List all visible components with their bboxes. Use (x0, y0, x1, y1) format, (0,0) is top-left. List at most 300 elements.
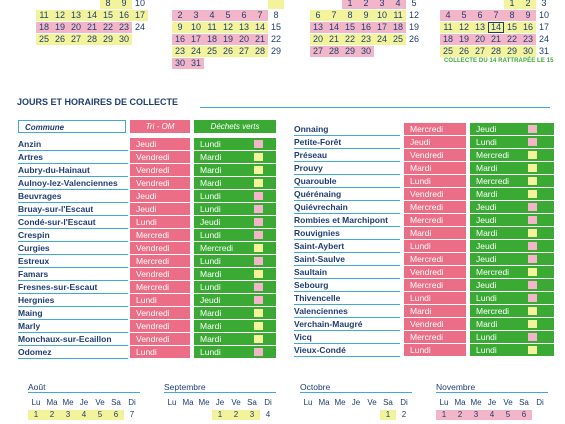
calendar-week (28, 410, 140, 420)
calendar-day: 15 (100, 10, 116, 21)
legend-square (528, 164, 537, 172)
commune-name: Rombies et Marchipont (294, 215, 388, 225)
commune-name: Saint-Saulve (294, 254, 346, 264)
dechets-verts-day: Jeudi (194, 216, 276, 228)
weekday-label: Sa (519, 398, 529, 407)
calendar-day: 15 (504, 22, 520, 33)
legend-square (528, 255, 537, 263)
table-row (294, 188, 554, 201)
table-row (294, 227, 554, 240)
calendar-day: 4 (484, 410, 500, 420)
legend-square (528, 216, 537, 224)
dechets-verts-day: Lundi (194, 203, 276, 215)
tri-om-day: Mardi (404, 162, 466, 174)
calendar-day: 24 (134, 22, 145, 32)
calendar-day: 27 (472, 46, 488, 57)
legend-square (254, 140, 263, 148)
tri-om-day: Mercredi (404, 123, 466, 135)
weekday-label: Me (62, 398, 74, 407)
calendar-day: 16 (116, 10, 132, 21)
weekday-label: Je (79, 398, 89, 407)
commune-name: Odomez (18, 347, 52, 357)
calendar-day: 12 (220, 22, 236, 33)
calendar-day: 18 (440, 34, 456, 45)
calendar-day: 29 (342, 46, 358, 57)
dechets-verts-day: Mardi (470, 162, 554, 174)
calendar-day: 7 (488, 10, 504, 21)
weekday-label: Sa (383, 398, 393, 407)
calendar-day: 27 (236, 46, 252, 57)
calendar-day: 17 (374, 22, 390, 33)
weekday-header (300, 398, 412, 407)
calendar-day: 21 (252, 34, 268, 45)
calendar-day: 10 (188, 22, 204, 33)
legend-square (528, 294, 537, 302)
month-label: Octobre (300, 382, 331, 392)
table-row (18, 333, 276, 346)
weekday-label: Je (351, 398, 361, 407)
calendar-day: 28 (252, 46, 268, 57)
commune-name: Vicq (294, 332, 312, 342)
header-commune: Commune (18, 120, 126, 133)
section-title: JOURS ET HORAIRES DE COLLECTE (17, 97, 179, 107)
calendar-day: 18 (390, 22, 406, 33)
weekday-label: Me (470, 398, 482, 407)
calendar-day: 30 (172, 58, 188, 69)
month-label: Août (28, 382, 46, 392)
legend-square (254, 335, 263, 343)
calendar-day: 11 (390, 10, 406, 21)
calendar-day (204, 0, 220, 9)
calendar-day: 4 (390, 0, 406, 9)
table-row (18, 307, 276, 320)
calendar-day: 12 (456, 22, 472, 33)
calendar-day (406, 46, 422, 57)
calendar-day: 1 (436, 410, 452, 420)
calendar-day (532, 410, 548, 420)
legend-square (528, 333, 537, 341)
calendar-day (188, 0, 204, 9)
dechets-verts-day: Mardi (470, 188, 554, 200)
legend-square (528, 177, 537, 185)
commune-name: Prouvy (294, 163, 323, 173)
calendar-day: 6 (472, 10, 488, 21)
calendar-day: 3 (60, 410, 76, 420)
dechets-verts-day: Mardi (194, 268, 276, 280)
calendar-week (440, 22, 552, 34)
tri-om-day: Mercredi (404, 279, 466, 291)
calendar-day: 9 (116, 0, 132, 9)
calendar-day (316, 410, 332, 420)
calendar-day (236, 0, 252, 9)
calendar-day: 2 (401, 410, 407, 419)
calendar-week (310, 22, 422, 34)
calendar-week (310, 0, 422, 10)
calendar-week (440, 34, 552, 46)
calendar-day: 6 (310, 10, 326, 21)
dechets-verts-day: Mardi (194, 320, 276, 332)
calendar-day (252, 58, 268, 69)
tri-om-day: Mercredi (404, 253, 466, 265)
calendar-day (374, 46, 390, 57)
dechets-verts-day: Lundi (470, 331, 554, 343)
dechets-verts-day: Lundi (194, 346, 276, 358)
tri-om-day: Vendredi (130, 151, 190, 163)
commune-name: Bruay-sur-l'Escaut (18, 204, 94, 214)
calendar-day (364, 410, 380, 420)
weekday-label: Ve (367, 398, 377, 407)
dechets-verts-day: Jeudi (470, 123, 554, 135)
calendar-day (68, 46, 84, 57)
calendar-day: 1 (212, 410, 228, 420)
calendar-day: 29 (270, 46, 281, 56)
table-row (294, 279, 554, 292)
legend-square (254, 231, 263, 239)
calendar-day: 3 (188, 10, 204, 21)
calendar-day: 25 (440, 46, 456, 57)
calendar-day: 4 (76, 410, 92, 420)
table-row (294, 331, 554, 344)
commune-name: Beuvrages (18, 191, 62, 201)
legend-square (254, 218, 263, 226)
calendar-day (68, 0, 84, 9)
dechets-verts-day: Jeudi (470, 279, 554, 291)
commune-name: Condé-sur-l'Escaut (18, 217, 96, 227)
table-row (18, 203, 276, 216)
table-row (294, 292, 554, 305)
commune-name: Hergnies (18, 295, 55, 305)
calendar-day: 10 (538, 10, 549, 20)
dechets-verts-day: Lundi (194, 229, 276, 241)
calendar-day: 3 (244, 410, 260, 420)
calendar-day: 27 (68, 34, 84, 45)
dechets-verts-day: Jeudi (470, 240, 554, 252)
weekday-label: Ve (231, 398, 241, 407)
legend-square (254, 322, 263, 330)
weekday-label: Di (536, 398, 544, 407)
calendar-day: 8 (273, 10, 279, 20)
commune-name: Onnaing (294, 124, 329, 134)
calendar-day: 23 (116, 22, 132, 33)
calendar-day: 20 (472, 34, 488, 45)
tri-om-day: Mercredi (404, 214, 466, 226)
calendar-day: 29 (100, 34, 116, 45)
calendar-day: 19 (456, 34, 472, 45)
catch-up-note: COLLECTE DU 14 RATTRAPÉE LE 15 (444, 58, 554, 64)
calendar-day: 13 (68, 10, 84, 21)
commune-name: Fresnes-sur-Escaut (18, 282, 98, 292)
calendar-day: 10 (374, 10, 390, 21)
tri-om-day: Vendredi (130, 164, 190, 176)
commune-name: Crespin (18, 230, 50, 240)
weekday-label: Di (264, 398, 272, 407)
tri-om-day: Mercredi (130, 255, 190, 267)
calendar-week (172, 10, 284, 22)
legend-square (528, 203, 537, 211)
calendar-day (326, 0, 342, 9)
calendar-day: 22 (342, 34, 358, 45)
commune-name: Anzin (18, 139, 42, 149)
legend-square (528, 320, 537, 328)
dechets-verts-day: Lundi (194, 190, 276, 202)
dechets-verts-day: Mardi (470, 227, 554, 239)
legend-square (254, 166, 263, 174)
dechets-verts-day: Jeudi (194, 294, 276, 306)
legend-square (254, 257, 263, 265)
tri-om-day: Jeudi (130, 138, 190, 150)
calendar-day: 21 (488, 34, 504, 45)
calendar-day: 17 (188, 34, 204, 45)
dechets-verts-day: Lundi (194, 138, 276, 150)
calendar-day: 3 (468, 410, 484, 420)
table-row (294, 149, 554, 162)
tri-om-day: Lundi (404, 344, 466, 356)
legend-square (254, 244, 263, 252)
calendar-day (52, 46, 68, 57)
commune-name: Saint-Aybert (294, 241, 345, 251)
weekday-header (28, 398, 140, 407)
weekday-label: Sa (111, 398, 121, 407)
weekday-header (436, 398, 548, 407)
calendar-day: 23 (172, 46, 188, 57)
calendar-day (488, 0, 504, 9)
calendar-day: 30 (358, 46, 374, 57)
dechets-verts-day: Mercredi (470, 175, 554, 187)
tri-om-day: Lundi (130, 294, 190, 306)
tri-om-day: Lundi (130, 216, 190, 228)
calendar-day: 2 (44, 410, 60, 420)
month-divider (436, 392, 548, 393)
calendar-day: 1 (380, 410, 396, 420)
legend-square (528, 190, 537, 198)
weekday-label: Me (334, 398, 346, 407)
commune-name: Aulnoy-lez-Valenciennes (18, 178, 118, 188)
weekday-label: Ma (46, 398, 58, 407)
calendar-day: 8 (100, 0, 116, 9)
calendar-week (440, 46, 552, 58)
calendar-day: 1 (504, 0, 520, 9)
calendar-day: 13 (310, 22, 326, 33)
commune-name: Maing (18, 308, 43, 318)
tri-om-day: Lundi (404, 240, 466, 252)
calendar-day: 14 (488, 22, 504, 33)
table-row (294, 201, 554, 214)
commune-name: Valenciennes (294, 306, 348, 316)
calendar-day: 9 (358, 10, 374, 21)
calendar-day: 9 (520, 10, 536, 21)
weekday-label: Lu (439, 398, 449, 407)
calendar-day: 4 (265, 410, 271, 419)
table-row (18, 177, 276, 190)
calendar-day (172, 0, 188, 9)
calendar-day: 19 (220, 34, 236, 45)
calendar-day (332, 410, 348, 420)
calendar-day (300, 410, 316, 420)
calendar-day: 31 (188, 58, 204, 69)
calendar-day (268, 0, 284, 9)
calendar-day: 3 (374, 0, 390, 9)
calendar-day: 29 (504, 46, 520, 57)
table-row (18, 281, 276, 294)
month-divider (300, 392, 412, 393)
calendar-day: 17 (132, 10, 148, 21)
weekday-label: Ma (318, 398, 330, 407)
calendar-week (172, 58, 284, 70)
dechets-verts-day: Mardi (194, 164, 276, 176)
weekday-label: Lu (167, 398, 177, 407)
table-row (18, 268, 276, 281)
weekday-label: Je (215, 398, 225, 407)
commune-name: Famars (18, 269, 49, 279)
calendar-day (52, 0, 68, 9)
calendar-day (36, 46, 52, 57)
tri-om-day: Vendredi (130, 177, 190, 189)
dechets-verts-day: Lundi (470, 292, 554, 304)
weekday-label: Di (400, 398, 408, 407)
calendar-day (268, 58, 284, 69)
table-row (18, 138, 276, 151)
legend-square (254, 283, 263, 291)
calendar-week (172, 22, 284, 34)
tri-om-day: Mercredi (130, 281, 190, 293)
calendar-day (132, 46, 148, 57)
calendar-day: 25 (204, 46, 220, 57)
calendar-day: 7 (252, 10, 268, 21)
calendar-week (310, 10, 422, 22)
calendar-day: 15 (270, 22, 281, 32)
calendar-day: 5 (411, 0, 417, 8)
calendar-week (36, 10, 148, 22)
dechets-verts-day: Jeudi (470, 201, 554, 213)
calendar-day: 15 (342, 22, 358, 33)
calendar-day (100, 46, 116, 57)
table-row (18, 255, 276, 268)
commune-name: Préseau (294, 150, 328, 160)
dechets-verts-day: Mercredi (470, 305, 554, 317)
calendar-day: 26 (456, 46, 472, 57)
calendar-week (172, 46, 284, 58)
tri-om-day: Jeudi (130, 203, 190, 215)
calendar-day: 4 (204, 10, 220, 21)
calendar-day: 16 (358, 22, 374, 33)
weekday-label: Ma (454, 398, 466, 407)
calendar-day: 5 (92, 410, 108, 420)
calendar-day: 10 (134, 0, 145, 8)
tri-om-day: Lundi (404, 292, 466, 304)
tri-om-day: Vendredi (130, 320, 190, 332)
weekday-label: Ma (182, 398, 194, 407)
legend-square (528, 229, 537, 237)
calendar-day: 6 (108, 410, 124, 420)
table-row (294, 253, 554, 266)
commune-name: Monchaux-sur-Ecaillon (18, 334, 112, 344)
commune-name: Verchain-Maugré (294, 319, 363, 329)
legend-square (528, 307, 537, 315)
calendar-day: 7 (129, 410, 135, 419)
weekday-label: Lu (31, 398, 41, 407)
calendar-day (36, 0, 52, 9)
row-divider (294, 356, 400, 357)
tri-om-day: Mercredi (404, 331, 466, 343)
calendar-day (310, 0, 326, 9)
calendar-day: 9 (172, 22, 188, 33)
tri-om-day: Mardi (404, 227, 466, 239)
dechets-verts-day: Lundi (194, 255, 276, 267)
commune-name: Curgies (18, 243, 50, 253)
legend-square (254, 179, 263, 187)
table-row (18, 190, 276, 203)
calendar-day: 19 (408, 22, 419, 32)
calendar-day: 22 (504, 34, 520, 45)
calendar-day (84, 0, 100, 9)
calendar-day: 30 (520, 46, 536, 57)
calendar-day: 6 (236, 10, 252, 21)
calendar-day (84, 46, 100, 57)
table-row (294, 162, 554, 175)
calendar-day: 20 (310, 34, 326, 45)
calendar-day (196, 410, 212, 420)
table-row (294, 305, 554, 318)
calendar-day (456, 0, 472, 9)
calendar-day: 1 (28, 410, 44, 420)
calendar-day: 1 (342, 0, 358, 9)
weekday-label: Me (198, 398, 210, 407)
legend-square (528, 151, 537, 159)
month-label: Septembre (164, 382, 206, 392)
calendar-week (36, 34, 148, 46)
calendar-day: 27 (310, 46, 326, 57)
calendar-day: 14 (252, 22, 268, 33)
row-divider (18, 358, 128, 359)
commune-name: Rouvignies (294, 228, 340, 238)
calendar-day (252, 0, 268, 9)
dechets-verts-day: Mardi (194, 307, 276, 319)
tri-om-day: Vendredi (404, 266, 466, 278)
table-row (294, 240, 554, 253)
calendar-week (310, 46, 422, 58)
legend-square (254, 270, 263, 278)
legend-square (528, 125, 537, 133)
calendar-day: 2 (452, 410, 468, 420)
tri-om-day: Vendredi (404, 318, 466, 330)
tri-om-day: Vendredi (130, 242, 190, 254)
commune-name: Quiévrechain (294, 202, 348, 212)
calendar-day: 2 (520, 0, 536, 9)
commune-name: Aubry-du-Hainaut (18, 165, 90, 175)
calendar-day: 4 (440, 10, 456, 21)
calendar-day: 2 (172, 10, 188, 21)
calendar-day (390, 46, 406, 57)
legend-square (528, 281, 537, 289)
legend-square (528, 242, 537, 250)
commune-name: Quarouble (294, 176, 337, 186)
calendar-day: 16 (520, 22, 536, 33)
weekday-label: Sa (247, 398, 257, 407)
calendar-day: 24 (538, 34, 549, 44)
commune-name: Petite-Forêt (294, 137, 342, 147)
legend-square (254, 309, 263, 317)
weekday-label: Lu (303, 398, 313, 407)
calendar-day (116, 46, 132, 57)
calendar-week (440, 10, 552, 22)
calendar-week (36, 0, 148, 10)
legend-square (254, 205, 263, 213)
calendar-day: 26 (408, 34, 419, 44)
legend-square (254, 153, 263, 161)
calendar-day: 8 (504, 10, 520, 21)
calendar-day (204, 58, 220, 69)
weekday-label: Di (128, 398, 136, 407)
